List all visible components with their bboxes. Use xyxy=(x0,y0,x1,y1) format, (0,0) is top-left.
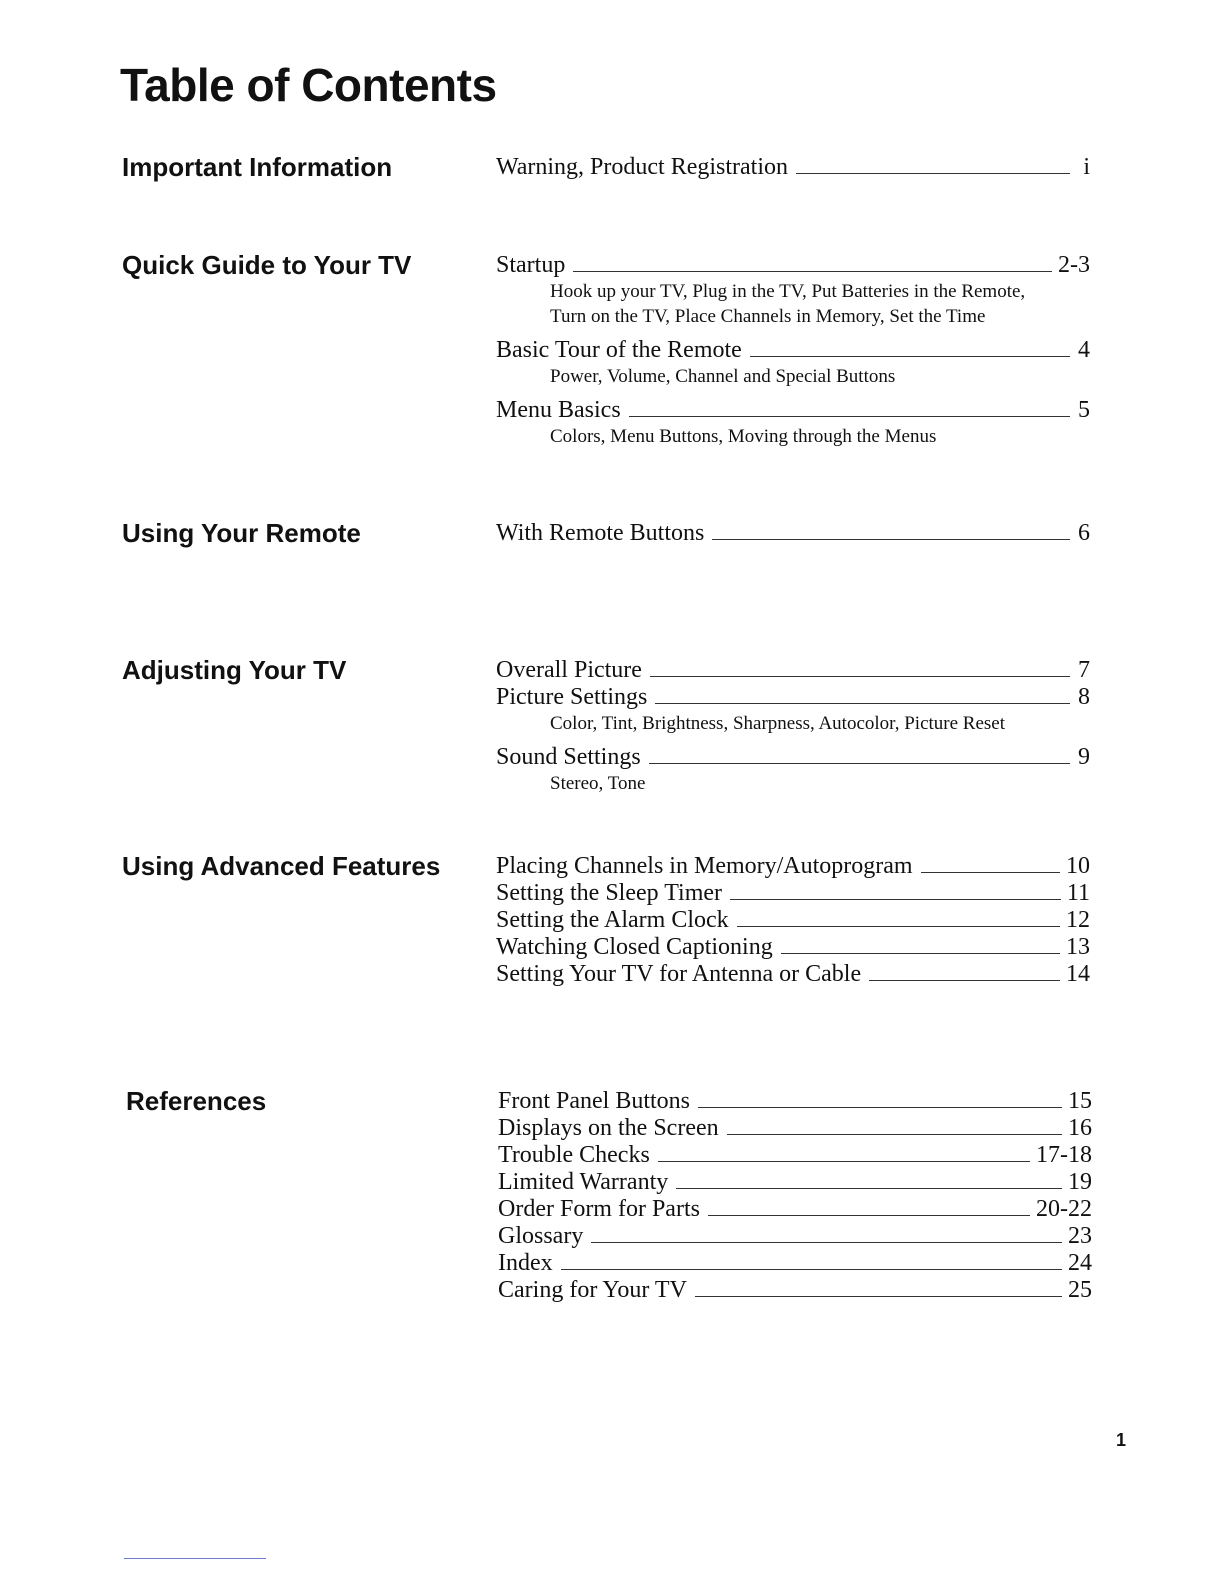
footer-divider xyxy=(124,1558,266,1559)
dot-leader xyxy=(561,1269,1062,1270)
toc-entry-label: Index xyxy=(498,1250,553,1276)
toc-entries xyxy=(496,657,1090,796)
toc-entry xyxy=(496,880,1090,907)
section-heading: Using Your Remote xyxy=(122,518,361,548)
toc-entry-page: 15 xyxy=(1068,1088,1092,1114)
toc-entry xyxy=(498,1169,1092,1196)
toc-entry-page: 4 xyxy=(1078,337,1090,363)
toc-entry-page: 25 xyxy=(1068,1277,1092,1303)
dot-leader xyxy=(869,980,1060,981)
dot-leader xyxy=(649,763,1070,764)
dot-leader xyxy=(591,1242,1062,1243)
dot-leader xyxy=(676,1188,1062,1189)
dot-leader xyxy=(750,356,1070,357)
toc-entry-label: Caring for Your TV xyxy=(498,1277,687,1303)
toc-entry-page: 9 xyxy=(1078,744,1090,770)
toc-entries xyxy=(496,252,1090,449)
toc-entry-label: Glossary xyxy=(498,1223,584,1249)
toc-entry xyxy=(498,1223,1092,1250)
dot-leader xyxy=(708,1215,1030,1216)
section-heading: References xyxy=(126,1086,267,1116)
page-number: 1 xyxy=(1116,1430,1127,1450)
toc-entry-label: Order Form for Parts xyxy=(498,1196,700,1222)
dot-leader xyxy=(737,926,1060,927)
toc-entry-page: 23 xyxy=(1068,1223,1092,1249)
toc-entry xyxy=(498,1115,1092,1142)
toc-entry xyxy=(496,684,1090,711)
toc-entry-label: Placing Channels in Memory/Autoprogram xyxy=(496,853,913,879)
toc-entry xyxy=(496,252,1090,279)
toc-entry xyxy=(498,1142,1092,1169)
toc-entry-page: 11 xyxy=(1066,880,1090,906)
toc-entry-page: 13 xyxy=(1066,934,1090,960)
toc-entry xyxy=(496,397,1090,424)
toc-entry-label: Startup xyxy=(496,252,566,278)
section-heading: Important Information xyxy=(122,152,393,182)
dot-leader xyxy=(796,173,1070,174)
dot-leader xyxy=(695,1296,1062,1297)
toc-entry-page: 5 xyxy=(1078,397,1090,423)
section-heading: Using Advanced Features xyxy=(122,851,441,881)
dot-leader xyxy=(921,872,1060,873)
toc-entry-label: Setting the Alarm Clock xyxy=(496,907,729,933)
dot-leader xyxy=(658,1161,1030,1162)
toc-entry-page: 2-3 xyxy=(1058,252,1090,278)
toc-entry xyxy=(496,520,1090,547)
toc-entry-page: 12 xyxy=(1066,907,1090,933)
dot-leader xyxy=(655,703,1070,704)
toc-entry-description: Power, Volume, Channel and Special Buttons xyxy=(550,366,896,387)
toc-entry-description: Turn on the TV, Place Channels in Memory, Set the Time xyxy=(550,306,986,327)
toc-entry-label: Menu Basics xyxy=(496,397,621,423)
toc-entry-page: 7 xyxy=(1078,657,1090,683)
toc-entry-label: With Remote Buttons xyxy=(496,520,705,546)
toc-entry xyxy=(496,934,1090,961)
toc-entry-page: 6 xyxy=(1078,520,1090,546)
toc-entry-page: 24 xyxy=(1068,1250,1092,1276)
toc-entry xyxy=(496,961,1090,988)
toc-entry-page: 16 xyxy=(1068,1115,1092,1141)
toc-entries xyxy=(496,154,1090,181)
toc-entry xyxy=(496,744,1090,771)
toc-entry-label: Displays on the Screen xyxy=(498,1115,719,1141)
toc-entries xyxy=(496,520,1090,547)
toc-entry-label: Picture Settings xyxy=(496,684,648,710)
toc-entry-page: 14 xyxy=(1066,961,1090,987)
toc-entry-description: Hook up your TV, Plug in the TV, Put Batteries in the Remote, xyxy=(550,281,1026,302)
toc-entry-label: Basic Tour of the Remote xyxy=(496,337,742,363)
toc-entries xyxy=(498,1088,1092,1304)
toc-entry-label: Warning, Product Registration xyxy=(496,154,789,180)
section-heading: Quick Guide to Your TV xyxy=(122,250,412,280)
dot-leader xyxy=(650,676,1070,677)
toc-entries xyxy=(496,853,1090,988)
toc-entry-label: Limited Warranty xyxy=(498,1169,669,1195)
dot-leader xyxy=(730,899,1061,900)
toc-entry-description: Stereo, Tone xyxy=(550,773,646,794)
toc-entry-page: 19 xyxy=(1068,1169,1092,1195)
toc-entry-page: i xyxy=(1083,154,1090,180)
toc-entry xyxy=(498,1088,1092,1115)
section-heading: Adjusting Your TV xyxy=(122,655,347,685)
dot-leader xyxy=(727,1134,1062,1135)
toc-entry-page: 8 xyxy=(1078,684,1090,710)
toc-entry-label: Trouble Checks xyxy=(498,1142,650,1168)
toc-entry xyxy=(496,853,1090,880)
dot-leader xyxy=(698,1107,1062,1108)
toc-entry-description: Colors, Menu Buttons, Moving through the Menus xyxy=(550,426,937,447)
toc-entry-label: Watching Closed Captioning xyxy=(496,934,773,960)
toc-entry xyxy=(496,657,1090,684)
dot-leader xyxy=(781,953,1060,954)
toc-entry-description: Color, Tint, Brightness, Sharpness, Autocolor, Picture Reset xyxy=(550,713,1006,734)
toc-entry xyxy=(496,154,1090,181)
toc-entry-page: 17-18 xyxy=(1036,1142,1092,1168)
dot-leader xyxy=(573,271,1052,272)
toc-entry-label: Setting the Sleep Timer xyxy=(496,880,723,906)
toc-entry-label: Setting Your TV for Antenna or Cable xyxy=(496,961,862,987)
dot-leader xyxy=(712,539,1070,540)
page-title: Table of Contents xyxy=(120,59,497,111)
toc-entry-label: Front Panel Buttons xyxy=(498,1088,691,1114)
toc-entry xyxy=(498,1196,1092,1223)
toc-entry-label: Sound Settings xyxy=(496,744,641,770)
toc-entry-page: 20-22 xyxy=(1036,1196,1092,1222)
dot-leader xyxy=(629,416,1070,417)
toc-entry xyxy=(498,1277,1092,1304)
toc-entry xyxy=(496,907,1090,934)
toc-entry-label: Overall Picture xyxy=(496,657,642,683)
toc-entry-page: 10 xyxy=(1066,853,1090,879)
toc-entry xyxy=(498,1250,1092,1277)
toc-entry xyxy=(496,337,1090,364)
